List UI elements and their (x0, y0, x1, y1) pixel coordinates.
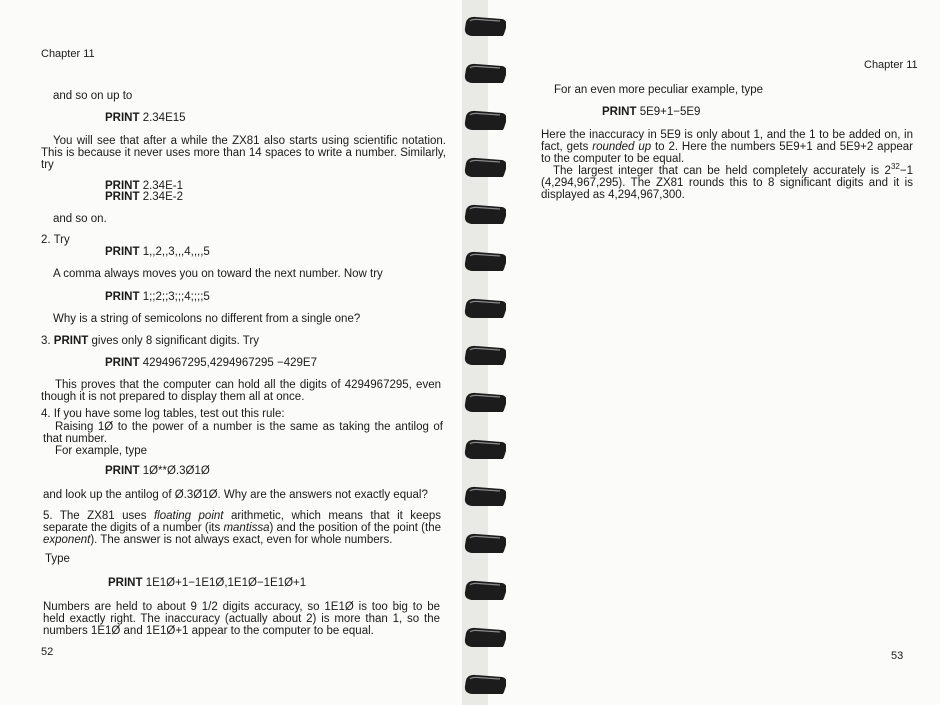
code-line (105, 191, 183, 204)
binding-ring (462, 390, 506, 412)
print-keyword: PRINT (105, 291, 140, 303)
text-line: and so on. (53, 213, 107, 225)
chapter-header: Chapter 11 (41, 48, 95, 60)
binding-ring (462, 108, 506, 130)
code-args: 1,,2,,3,,,4,,,,5 (139, 246, 210, 258)
binding-ring (462, 625, 506, 647)
paragraph (541, 161, 913, 201)
text-run: to 2. Here the numbers 5E9+1 and 5E9+2 appear to the computer to be equal. (541, 141, 913, 165)
text-line: For example, type (55, 445, 148, 457)
text-run: ) and the position of the point (the (269, 522, 442, 534)
item-number: 3. (41, 335, 54, 347)
numbered-item: 2. Try (41, 234, 70, 246)
code-args: 1Ø**Ø.3Ø1Ø (139, 465, 210, 477)
binding-ring (462, 155, 506, 177)
chapter-header: Chapter 11 (864, 59, 918, 71)
code-line (602, 106, 700, 119)
italic-term: floating point (153, 510, 224, 522)
binding-ring (462, 672, 506, 694)
code-args: 1;;2;;3;;;4;;;;5 (139, 291, 210, 303)
binding-ring (462, 202, 506, 224)
code-args: 2.34E-2 (139, 191, 183, 203)
print-keyword: PRINT (105, 112, 140, 124)
code-line (105, 112, 186, 125)
binding-ring (462, 437, 506, 459)
text-run: Here the inaccuracy in 5E9 is only about 1, and the 1 to be added on, in fact, gets (541, 129, 913, 153)
print-keyword: PRINT (105, 191, 140, 203)
code-args: 1E1Ø+1−1E1Ø,1E1Ø−1E1Ø+1 (142, 577, 307, 589)
code-args: 4294967295,4294967295 −429E7 (139, 357, 317, 369)
binding-ring (462, 61, 506, 83)
superscript: 32 (890, 162, 900, 171)
right-page (488, 0, 940, 705)
code-line (105, 465, 210, 478)
print-keyword: PRINT (602, 106, 637, 118)
italic-term: exponent (43, 534, 91, 546)
code-args: 2.34E15 (139, 112, 186, 124)
text-line: Type (45, 553, 70, 565)
text-line: Why is a string of semicolons no different from a single one? (53, 313, 361, 325)
text-line: and look up the antilog of Ø.3Ø1Ø. Why are the answers not exactly equal? (43, 489, 428, 501)
text-run: arithmetic, which means that it keeps separate the digits of a number (its (43, 510, 441, 534)
item-text: gives only 8 significant digits. Try (88, 335, 259, 347)
page-number: 52 (41, 646, 54, 658)
text-run: ). The answer is not always exact, even for whole numbers. (90, 534, 393, 546)
paragraph: You will see that after a while the ZX81 also starts using scientific notation. This is because it never uses more than 14 spaces to write a number. Similarly, try (41, 135, 446, 171)
italic-term: rounded up (592, 141, 652, 153)
binding-ring (462, 578, 506, 600)
print-keyword: PRINT (105, 357, 140, 369)
binding-ring (462, 343, 506, 365)
print-keyword: PRINT (53, 335, 89, 347)
code-args: 2.34E-1 (139, 180, 183, 192)
paragraph: Raising 1Ø to the power of a number is the same as taking the antilog of that number. (43, 421, 443, 445)
paragraph (43, 510, 441, 546)
binding-ring (462, 531, 506, 553)
italic-term: mantissa (223, 522, 270, 534)
print-keyword: PRINT (105, 246, 140, 258)
binding-ring (462, 249, 506, 271)
text-run: −1 (4,294,967,295). The ZX81 rounds this to 8 significant digits and it is displayed as 4,294,967,300. (541, 164, 913, 201)
code-args: 5E9+1−5E9 (636, 106, 701, 118)
binding-ring (462, 296, 506, 318)
code-line (105, 291, 210, 304)
text-line: For an even more peculiar example, type (554, 84, 764, 96)
code-line (108, 577, 306, 590)
paragraph: This proves that the computer can hold all the digits of 4294967295, even though it is not prepared to display them all at once. (41, 379, 441, 403)
numbered-item: 4. If you have some log tables, test out this rule: (41, 408, 285, 420)
code-line (105, 246, 210, 259)
text-line: and so on up to (53, 90, 133, 102)
page-number: 53 (891, 650, 904, 662)
text-run: 5. The ZX81 uses (43, 510, 154, 522)
binding-ring (462, 14, 506, 36)
left-page (0, 0, 462, 705)
print-keyword: PRINT (105, 465, 140, 477)
code-line (105, 357, 317, 370)
paragraph: Numbers are held to about 9 1/2 digits accuracy, so 1E1Ø is too big to be held exactly right. The inaccuracy (actually about 2) is more than 1, so the numbers 1E1Ø and 1E1Ø+1 appear to the computer to be equal. (43, 601, 440, 637)
paragraph (541, 129, 913, 165)
text-run: The largest integer that can be held completely accurately is 2 (553, 164, 891, 177)
print-keyword: PRINT (108, 577, 143, 589)
binding-ring (462, 484, 506, 506)
numbered-item (41, 335, 259, 348)
print-keyword: PRINT (105, 180, 140, 192)
text-line: A comma always moves you on toward the next number. Now try (53, 268, 383, 280)
